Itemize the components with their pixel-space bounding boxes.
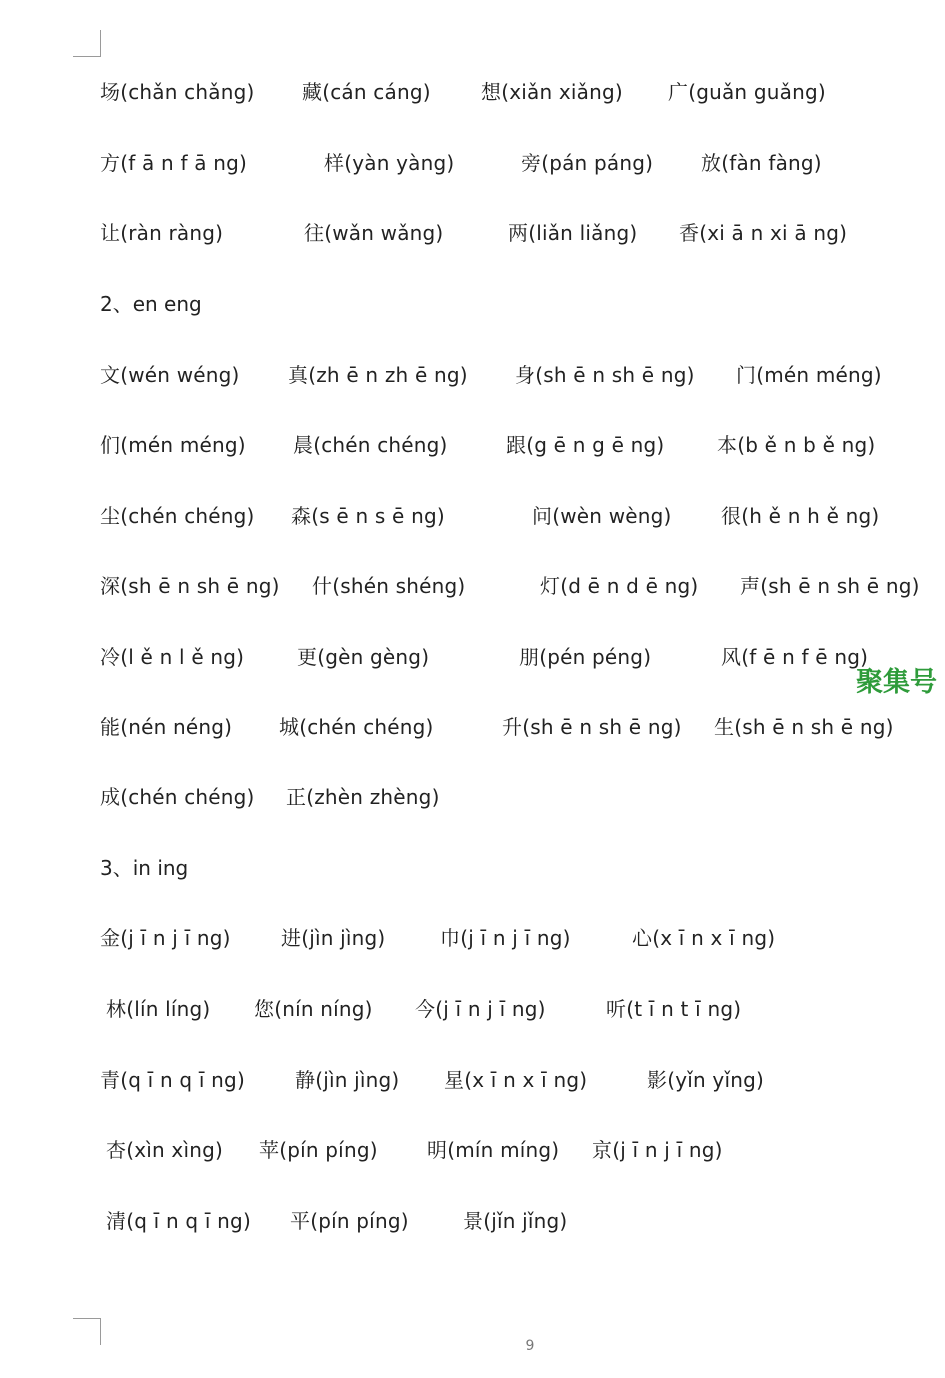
pinyin-item: 样(yàn yàng) [324, 151, 455, 175]
pinyin-item: 冷(l ě n l ě ng) [100, 645, 245, 669]
pinyin-item: 林(lín líng) [106, 997, 211, 1021]
pinyin-row [0, 355, 945, 395]
pinyin-item: 本(b ě n b ě ng) [717, 433, 876, 457]
pinyin-item: 生(sh ē n sh ē ng) [714, 715, 894, 739]
pinyin-item: 影(yǐn yǐng) [647, 1068, 764, 1092]
pinyin-item: 跟(g ē n g ē ng) [506, 433, 665, 457]
pinyin-row [0, 1130, 945, 1170]
pinyin-item: 晨(chén chéng) [293, 433, 448, 457]
pinyin-item: 巾(j ī n j ī ng) [440, 926, 571, 950]
pinyin-item: 往(wǎn wǎng) [304, 221, 444, 245]
pinyin-item: 尘(chén chéng) [100, 504, 255, 528]
pinyin-item: 更(gèn gèng) [297, 645, 430, 669]
pinyin-item: 声(sh ē n sh ē ng) [740, 574, 920, 598]
pinyin-item: 升(sh ē n sh ē ng) [502, 715, 682, 739]
crop-mark-top [73, 30, 101, 57]
pinyin-item: 静(jìn jìng) [295, 1068, 400, 1092]
pinyin-row [0, 143, 945, 183]
pinyin-item: 香(xi ā n xi ā ng) [679, 221, 848, 245]
watermark-logo: 聚集号 [856, 667, 937, 698]
pinyin-item: 成(chén chéng) [100, 785, 255, 809]
pinyin-item: 旁(pán páng) [521, 151, 654, 175]
pinyin-item: 文(wén wéng) [100, 363, 240, 387]
pinyin-item: 京(j ī n j ī ng) [592, 1138, 723, 1162]
pinyin-item: 金(j ī n j ī ng) [100, 926, 231, 950]
pinyin-item: 想(xiǎn xiǎng) [481, 80, 623, 104]
page-number: 9 [525, 1338, 535, 1354]
pinyin-row [0, 989, 945, 1029]
pinyin-item: 森(s ē n s ē ng) [291, 504, 445, 528]
pinyin-item: 藏(cán cáng) [302, 80, 431, 104]
pinyin-item: 身(sh ē n sh ē ng) [515, 363, 695, 387]
pinyin-item: 让(ràn ràng) [100, 221, 224, 245]
pinyin-item: 真(zh ē n zh ē ng) [288, 363, 468, 387]
section-heading-in-ing: 3、in ing [100, 856, 189, 880]
pinyin-item: 明(mín míng) [427, 1138, 560, 1162]
pinyin-row [0, 777, 945, 817]
pinyin-row [0, 1060, 945, 1100]
pinyin-item: 两(liǎn liǎng) [508, 221, 638, 245]
pinyin-item: 您(nín níng) [254, 997, 373, 1021]
pinyin-row [0, 566, 945, 606]
pinyin-item: 正(zhèn zhèng) [286, 785, 440, 809]
pinyin-item: 朋(pén péng) [519, 645, 652, 669]
pinyin-item: 景(jǐn jǐng) [463, 1209, 568, 1233]
pinyin-row [0, 213, 945, 253]
pinyin-item: 能(nén néng) [100, 715, 233, 739]
pinyin-item: 清(q ī n q ī ng) [106, 1209, 251, 1233]
pinyin-row [0, 637, 945, 677]
pinyin-item: 进(jìn jìng) [281, 926, 386, 950]
pinyin-item: 很(h ě n h ě ng) [721, 504, 880, 528]
pinyin-item: 什(shén shéng) [312, 574, 466, 598]
pinyin-row [0, 496, 945, 536]
pinyin-item: 今(j ī n j ī ng) [415, 997, 546, 1021]
pinyin-item: 苹(pín píng) [259, 1138, 378, 1162]
pinyin-item: 灯(d ē n d ē ng) [540, 574, 699, 598]
pinyin-item: 心(x ī n x ī ng) [632, 926, 776, 950]
pinyin-row [0, 1201, 945, 1241]
pinyin-item: 问(wèn wèng) [532, 504, 672, 528]
pinyin-item: 杏(xìn xìng) [106, 1138, 223, 1162]
section-heading-en-eng: 2、en eng [100, 292, 202, 316]
pinyin-item: 方(f ā n f ā ng) [100, 151, 248, 175]
pinyin-item: 放(fàn fàng) [701, 151, 822, 175]
pinyin-item: 门(mén méng) [736, 363, 882, 387]
pinyin-row [0, 918, 945, 958]
pinyin-item: 深(sh ē n sh ē ng) [100, 574, 280, 598]
pinyin-row [0, 425, 945, 465]
pinyin-item: 风(f ē n f ē ng) [721, 645, 869, 669]
pinyin-item: 听(t ī n t ī ng) [606, 997, 742, 1021]
pinyin-item: 青(q ī n q ī ng) [100, 1068, 245, 1092]
pinyin-item: 场(chǎn chǎng) [100, 80, 255, 104]
pinyin-item: 星(x ī n x ī ng) [444, 1068, 588, 1092]
pinyin-row [0, 72, 945, 112]
pinyin-item: 城(chén chéng) [279, 715, 434, 739]
pinyin-item: 广(guǎn guǎng) [668, 80, 826, 104]
pinyin-row [0, 707, 945, 747]
pinyin-item: 们(mén méng) [100, 433, 246, 457]
pinyin-item: 平(pín píng) [290, 1209, 409, 1233]
